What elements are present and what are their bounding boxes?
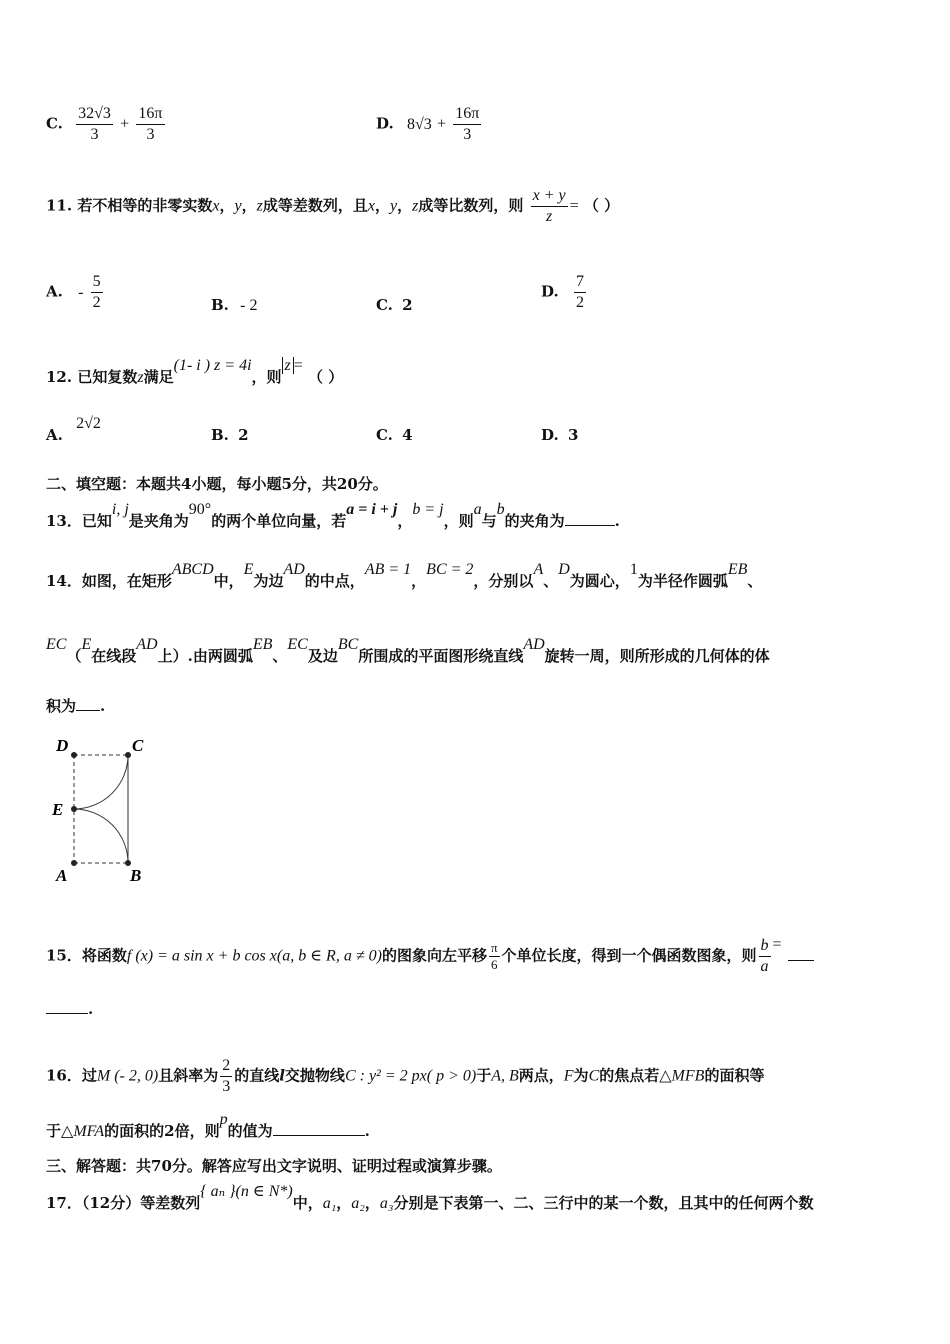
q13-answer-blank[interactable]: [565, 525, 615, 526]
q15-answer-blank-continued[interactable]: [46, 1013, 88, 1014]
section-heading-solutions: 三、解答题：共70分。解答应写出文字说明、证明过程或演算步骤。: [46, 1157, 502, 1175]
q15-answer-blank[interactable]: [788, 960, 814, 961]
q12-option-d: D. 3: [541, 426, 579, 444]
fig-arc-ec: [74, 755, 128, 809]
q11-option-b: B. - 2: [211, 296, 258, 314]
section-heading-fill-in: 二、填空题：本题共4小题，每小题5分，共20分。: [46, 475, 388, 493]
q11-a-fraction: $\frac{5}{2}$: [92, 273, 101, 311]
q11-option-d: D. $\frac{7}{2}$: [541, 273, 584, 311]
q13-stem: 13．已知i, j是夹角为90°的两个单位向量，若a = i + j，b = j，则a与b的夹角为 .: [46, 501, 620, 530]
q15-b-over-a: $\frac{b}{a}$: [760, 937, 769, 975]
q12-option-c: C. 4: [376, 426, 413, 444]
q16-line-1: 16．过M (- 2, 0)且斜率为 $\frac{2}{3}$ 的直线l交抛物线C : y² = 2 px( p > 0)于A, B两点，F为C的焦点若△MFB的面积等: [46, 1057, 765, 1095]
q10-option-c: C. $\frac{32√3}{3}$ + $\frac{16\pi}{3}$: [46, 105, 163, 143]
q10-c-fraction-1: $\frac{32√3}{3}$: [78, 105, 111, 143]
q15-line-2: .: [46, 1000, 93, 1018]
q12-option-b: B. 2: [211, 426, 249, 444]
q11-option-c: C. 2: [376, 296, 413, 314]
q15-line-1: 15．将函数f (x) = a sin x + b cos x(a, b ∈ R, a ≠ 0)的图象向左平移 $\frac{\pi}{6}$ 个单位长度，得到一个偶函数图象，则 $\frac{b}{a}$ =: [46, 936, 814, 977]
q14-figure: [46, 733, 156, 888]
q14-line-2: EC（E在线段AD上）.由两圆弧EB、EC及边BC所围成的平面图形绕直线AD旋转一周，则所形成的几何体的体: [46, 636, 770, 665]
fig-point-a: [71, 860, 77, 866]
q10-d-fraction: $\frac{16\pi}{3}$: [455, 105, 480, 143]
q17-stem: 17．（12分）等差数列{ aₙ }(n ∈ N*)中，a₁，a₂，a₃分别是下表第一、二、三行中的某一个数，且其中的任何两个数: [46, 1183, 814, 1212]
fig-label-a: A: [56, 866, 68, 885]
q10-option-d: D. 8√3 + $\frac{16\pi}{3}$: [376, 105, 480, 143]
q16-line-2: 于△MFA的面积的2倍，则p的值为 .: [46, 1111, 370, 1140]
q16-slope-fraction: $\frac{2}{3}$: [222, 1057, 231, 1095]
fig-point-d: [71, 752, 77, 758]
q12-stem: 12. 已知复数z满足(1- i ) z = 4i，则z = （ ）: [46, 357, 344, 386]
q14-answer-blank[interactable]: [76, 710, 100, 711]
fig-arc-eb: [74, 809, 128, 863]
q11-d-fraction: $\frac{7}{2}$: [575, 273, 584, 311]
fig-label-e: E: [52, 800, 64, 819]
q14-line-1: 14．如图，在矩形ABCD中，E为边AD的中点，AB = 1，BC = 2，分别以A、D为圆心，1为半径作圆弧EB、: [46, 561, 763, 590]
fig-point-c: [125, 752, 131, 758]
fig-label-d: D: [56, 736, 69, 755]
q15-pi-over-6: $\frac{\pi}{6}$: [490, 940, 498, 972]
fig-label-b: B: [130, 866, 142, 885]
q11-option-a: A. - $\frac{5}{2}$: [46, 273, 101, 311]
fig-label-c: C: [132, 736, 144, 755]
q11-stem: 11. 若不相等的非零实数x，y，z成等差数列，且x，y，z成等比数列，则 $\frac{x + y}{z}$ = （ ）: [46, 187, 620, 225]
q11-fraction: $\frac{x + y}{z}$: [532, 187, 566, 225]
q16-answer-blank[interactable]: [273, 1135, 365, 1136]
q10-c-fraction-2: $\frac{16\pi}{3}$: [138, 105, 163, 143]
fig-point-e: [71, 806, 77, 812]
q12-option-a: A. 2√2: [46, 415, 101, 444]
q14-line-3: 积为 .: [46, 697, 106, 715]
